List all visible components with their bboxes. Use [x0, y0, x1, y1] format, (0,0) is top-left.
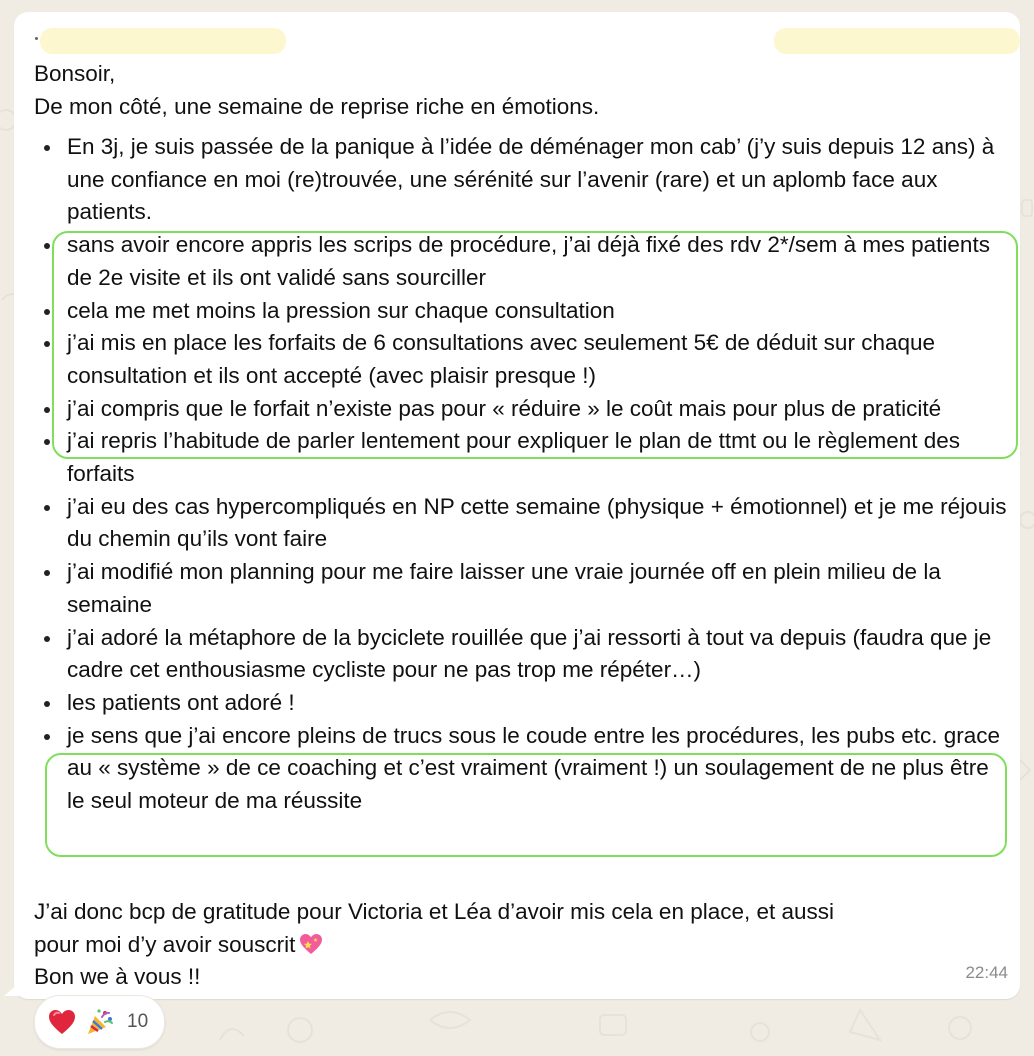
list-item: je sens que j’ai encore pleins de trucs sous le coude entre les procédures, les pubs etc. grace au « système » de ce coaching et c’est vraiment (vraiment !) un soulagement de ne plus être le seul moteur de ma réussite	[34, 720, 1009, 818]
closing-line: J’ai donc bcp de gratitude pour Victoria et Léa d’avoir mis cela en place, et aussi	[34, 899, 835, 924]
sparkling-heart-icon	[299, 933, 323, 955]
red-heart-icon	[47, 1007, 77, 1037]
reactions-bar[interactable]	[34, 995, 165, 1049]
list-item: les patients ont adoré !	[34, 687, 1009, 720]
list-item: j’ai adoré la métaphore de la byciclete rouillée que j’ai ressorti à tout va depuis (faudra que je cadre cet enthousiasme cycliste pour ne pas trop me répéter…)	[34, 622, 1009, 687]
list-item: En 3j, je suis passée de la panique à l’idée de déménager mon cab’ (j’y suis depuis 12 ans) à une confiance en moi (re)trouvée, une sérénité sur l’avenir (rare) et un aplomb face aux patients.	[34, 131, 1009, 229]
party-popper-icon	[85, 1007, 115, 1037]
greeting-line: Bonsoir,	[34, 61, 116, 86]
redacted-sender-name	[40, 28, 286, 54]
message-closing	[34, 896, 1014, 994]
list-item: j’ai mis en place les forfaits de 6 consultations avec seulement 5€ de déduit sur chaque consultation et ils ont accepté (avec plaisir presque !)	[34, 327, 1009, 392]
message-timestamp: 22:44	[965, 963, 1008, 982]
closing-line: pour moi d’y avoir souscrit	[34, 931, 296, 957]
list-item: cela me met moins la pression sur chaque consultation	[34, 295, 1009, 328]
closing-line-with-emoji	[34, 929, 1014, 962]
list-item: j’ai modifié mon planning pour me faire laisser une vraie journée off en plein milieu de la semaine	[34, 556, 1009, 621]
bubble-tail	[4, 982, 20, 996]
reaction-count: 10	[127, 1011, 149, 1032]
sign-off-line: Bon we à vous !!	[34, 964, 201, 990]
list-item: sans avoir encore appris les scrips de procédure, j’ai déjà fixé des rdv 2*/sem à mes patients de 2e visite et ils ont validé sans sourciller	[34, 229, 1009, 294]
intro-line: De mon côté, une semaine de reprise riche en émotions.	[34, 93, 600, 119]
message-intro	[34, 58, 1014, 123]
redacted-sender-phone	[774, 28, 1020, 54]
bullet-list	[34, 131, 1009, 818]
list-item: j’ai repris l’habitude de parler lentement pour expliquer le plan de ttmt ou le règlement des forfaits	[34, 425, 1009, 490]
list-item: j’ai eu des cas hypercompliqués en NP cette semaine (physique + émotionnel) et je me réjouis du chemin qu’ils vont faire	[34, 491, 1009, 556]
sender-dot	[35, 37, 38, 40]
list-item: j’ai compris que le forfait n’existe pas pour « réduire » le coût mais pour plus de praticité	[34, 393, 1009, 426]
